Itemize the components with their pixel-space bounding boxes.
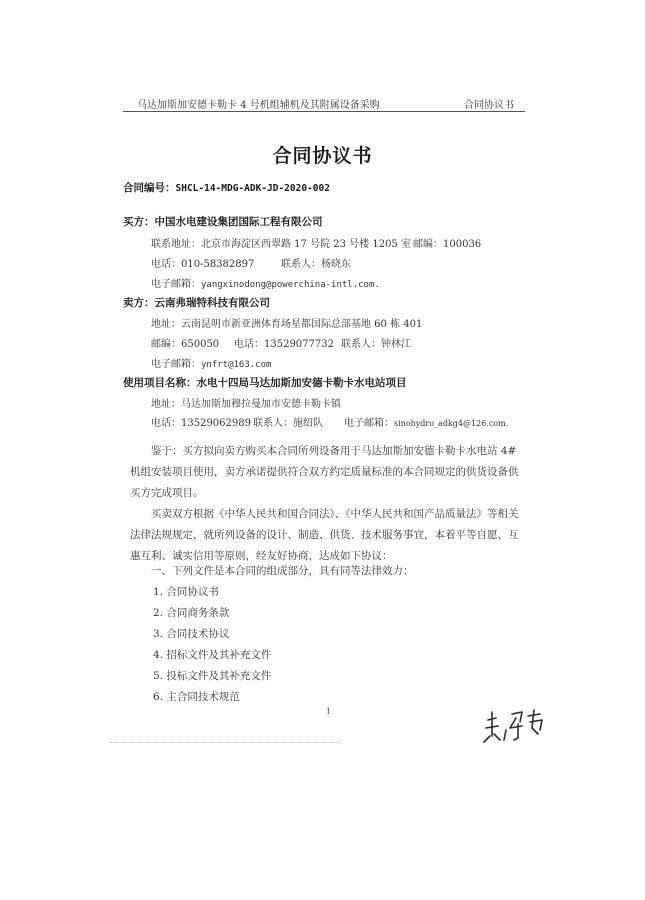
document-list-item: 3. 合同技术协议 <box>153 628 230 640</box>
project-address: 地址：马达加斯加穆拉曼加市安德卡勒卡镇 <box>151 399 341 410</box>
header-project-title: 马达加斯加安德卡勒卡 4 号机组辅机及其附属设备采购 <box>137 100 380 111</box>
buyer-contact: 联系人：杨晓东 <box>281 259 351 270</box>
document-list-item: 6. 主合同技术规范 <box>153 691 240 703</box>
document-list-item: 5. 投标文件及其补充文件 <box>153 670 272 682</box>
buyer-address: 联系地址：北京市海淀区西翠路 17 号院 23 号楼 1205 室 <box>151 239 411 250</box>
project-contact: 联系人：施绍队 <box>253 418 323 429</box>
header-doc-type: 合同协议书 <box>464 100 514 111</box>
buyer-heading <box>123 214 323 229</box>
seller-phone: 电话：13529077732 <box>234 339 334 350</box>
document-list-item: 1. 合同协议书 <box>153 586 219 598</box>
seller-email-label: 电子邮箱： <box>151 359 201 370</box>
project-label: 使用项目名称： <box>123 377 197 389</box>
seller-name: 云南弗瑞特科技有限公司 <box>154 297 270 309</box>
project-phone: 电话：13529062989 <box>151 418 251 429</box>
project-heading <box>123 375 407 390</box>
buyer-phone: 电话：010-58382897 <box>151 259 255 270</box>
project-email-row <box>344 414 508 429</box>
seller-email-row <box>151 355 271 370</box>
seller-address: 地址：云南昆明市新亚洲体育场星都国际总部基地 60 栋 401 <box>151 319 423 330</box>
scan-artifact-dotted-line <box>110 742 340 743</box>
seller-email: ynfrt@163.com <box>201 360 272 370</box>
document-list-item: 2. 合同商务条款 <box>153 607 230 619</box>
buyer-name: 中国水电建设集团国际工程有限公司 <box>154 216 323 228</box>
seller-label: 卖方： <box>123 297 155 309</box>
buyer-label: 买方： <box>123 216 155 228</box>
buyer-email-row <box>151 275 380 290</box>
clause-one: 一、下列文件是本合同的组成部分，具有同等法律效力： <box>151 565 414 577</box>
header-divider <box>123 111 525 112</box>
contract-number-label: 合同编号： <box>123 182 176 194</box>
buyer-email: yangxinodong@powerchina-intl.com. <box>201 280 380 290</box>
seller-heading <box>123 295 270 310</box>
seller-contact: 联系人：钟林江 <box>341 339 411 350</box>
agreement-paragraph: 买卖双方根据《中华人民共和国合同法》、《中华人民共和国产品质量法》等相关法律法规规定，就所列设备的设计、制造、供货、技术服务事宜，本着平等自愿、互惠互利、诚实信用等原则，经友好协商，达成如下协议： <box>130 508 519 562</box>
document-list-item: 4. 招标文件及其补充文件 <box>153 649 272 661</box>
project-name: 水电十四局马达加斯加安德卡勒卡水电站项目 <box>196 377 407 389</box>
project-email: sinohydro_adkg4@126.com. <box>394 419 509 428</box>
seller-postcode: 邮编：650050 <box>151 339 220 350</box>
document-title: 合同协议书 <box>272 145 373 167</box>
page-number: 1 <box>326 707 332 716</box>
contract-number <box>123 180 330 195</box>
whereas-paragraph: 鉴于：买方拟向卖方购买本合同所列设备用于马达加斯加安德卡勒卡水电站 4#机组安装项目使用，卖方承诺提供符合双方约定质量标准的本合同规定的供货设备供买方完成项目。 <box>130 445 519 499</box>
project-email-label: 电子邮箱： <box>344 418 394 429</box>
contract-number-value: SHCL-14-MDG-ADK-JD-2020-002 <box>175 183 330 194</box>
handwritten-signature <box>482 706 548 746</box>
buyer-postcode: 邮编：100036 <box>413 239 482 250</box>
buyer-email-label: 电子邮箱： <box>151 279 201 290</box>
